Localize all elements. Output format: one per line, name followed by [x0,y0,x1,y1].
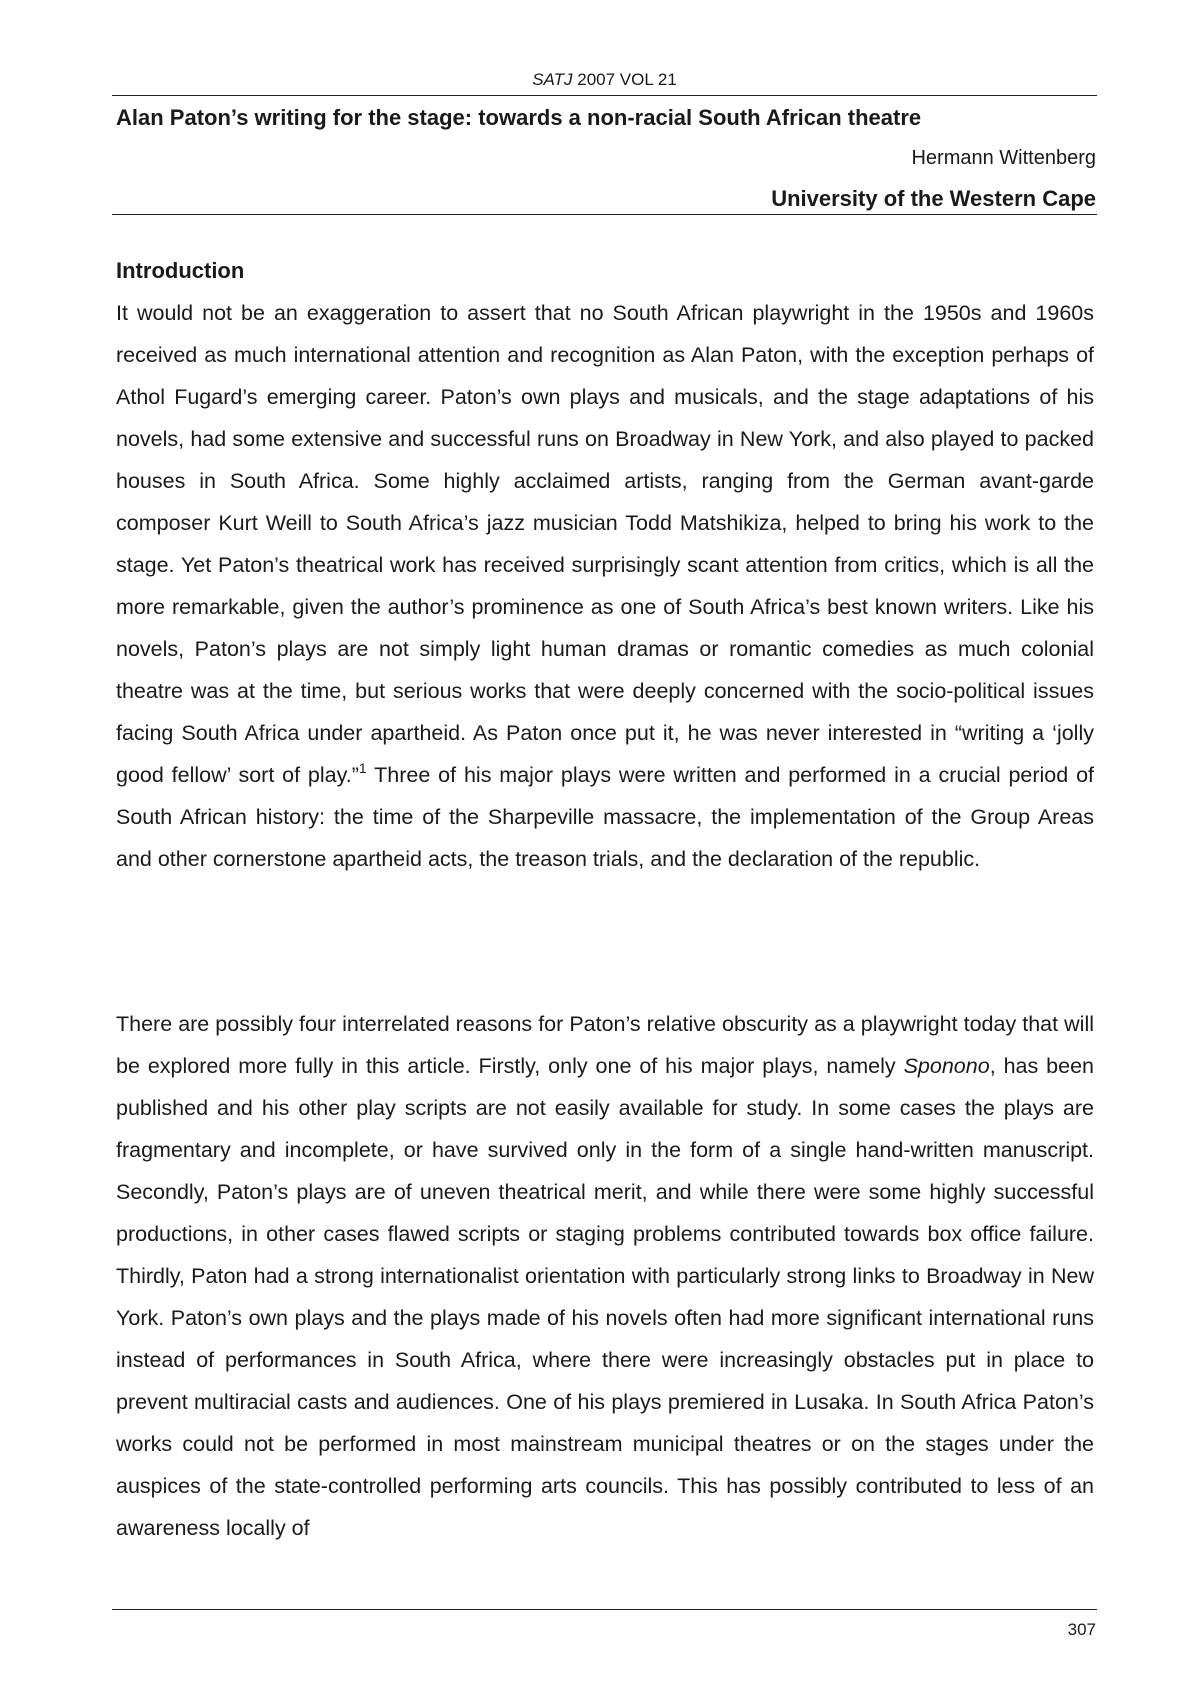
body-paragraph-2 [116,1003,1094,1549]
paragraph-1-text: It would not be an exaggeration to assert that no South African playwright in the 1950s and 1960s received as much international attention and recognition as Alan Paton, with the exception perhaps of Athol Fugard’s emerging career. Paton’s own plays and musicals, and the stage adaptations of his novels, had some extensive and successful runs on Broadway in New York, and also played to packed houses in South Africa. Some highly acclaimed artists, ranging from the German avant-garde composer Kurt Weill to South Africa’s jazz musician Todd Matshikiza, helped to bring his work to the stage. Yet Paton’s theatrical work has received surprisingly scant attention from critics, which is all the more remarkable, given the author’s prominence as one of South Africa’s best known writers. Like his novels, Paton’s plays are not simply light human dramas or romantic comedies as much colonial theatre was at the time, but serious works that were deeply concerned with the socio-political issues facing South Africa under apartheid. As Paton once put it, he was never interested in “writing a ‘jolly good fellow’ sort of play.” [116,301,1094,787]
footer-rule [112,1609,1097,1610]
section-heading: Introduction [116,258,245,283]
play-title: Sponono [903,1054,990,1078]
footnote-reference[interactable]: 1 [358,760,367,776]
paragraph-2-continuation: , has been published and his other play scripts are not easily available for study. In some cases the plays are fragmentary and incomplete, or have survived only in the form of a single hand-written manuscript. Secondly, Paton’s plays are of uneven theatrical merit, and while there were some highly successful productions, in other cases flawed scripts or staging problems contributed towards box office failure. Thirdly, Paton had a strong internationalist orientation with particularly strong links to Broadway in New York. Paton’s own plays and the plays made of his novels often had more significant international runs instead of performances in South Africa, where there were increasingly obstacles put in place to prevent multiracial casts and audiences. One of his plays premiered in Lusaka. In South Africa Paton’s works could not be performed in most mainstream municipal theatres or on the stages under the auspices of the state-controlled performing arts councils. This has possibly contributed to less of an awareness locally of [116,1054,1094,1540]
page-number: 307 [1067,1620,1096,1639]
body-paragraph-1 [116,292,1094,880]
journal-abbreviation: SATJ [532,70,573,89]
author-affiliation: University of the Western Cape [771,186,1096,211]
author-name: Hermann Wittenberg [911,147,1096,169]
article-title: Alan Paton’s writing for the stage: towards a non-racial South African theatre [116,105,922,130]
paragraph-2-text: There are possibly four interrelated reasons for Paton’s relative obscurity as a playwright today that will be explored more fully in this article. Firstly, only one of his major plays, namely [116,1012,1094,1078]
paragraph-1-continuation: Three of his major plays were written and performed in a crucial period of South African history: the time of the Sharpeville massacre, the implementation of the Group Areas and other cornerstone apartheid acts, the treason trials, and the declaration of the republic. [116,763,1095,871]
running-header [112,70,1097,90]
header-rule [112,95,1097,96]
journal-volume: 2007 VOL 21 [577,70,677,89]
title-block-rule [112,214,1097,215]
